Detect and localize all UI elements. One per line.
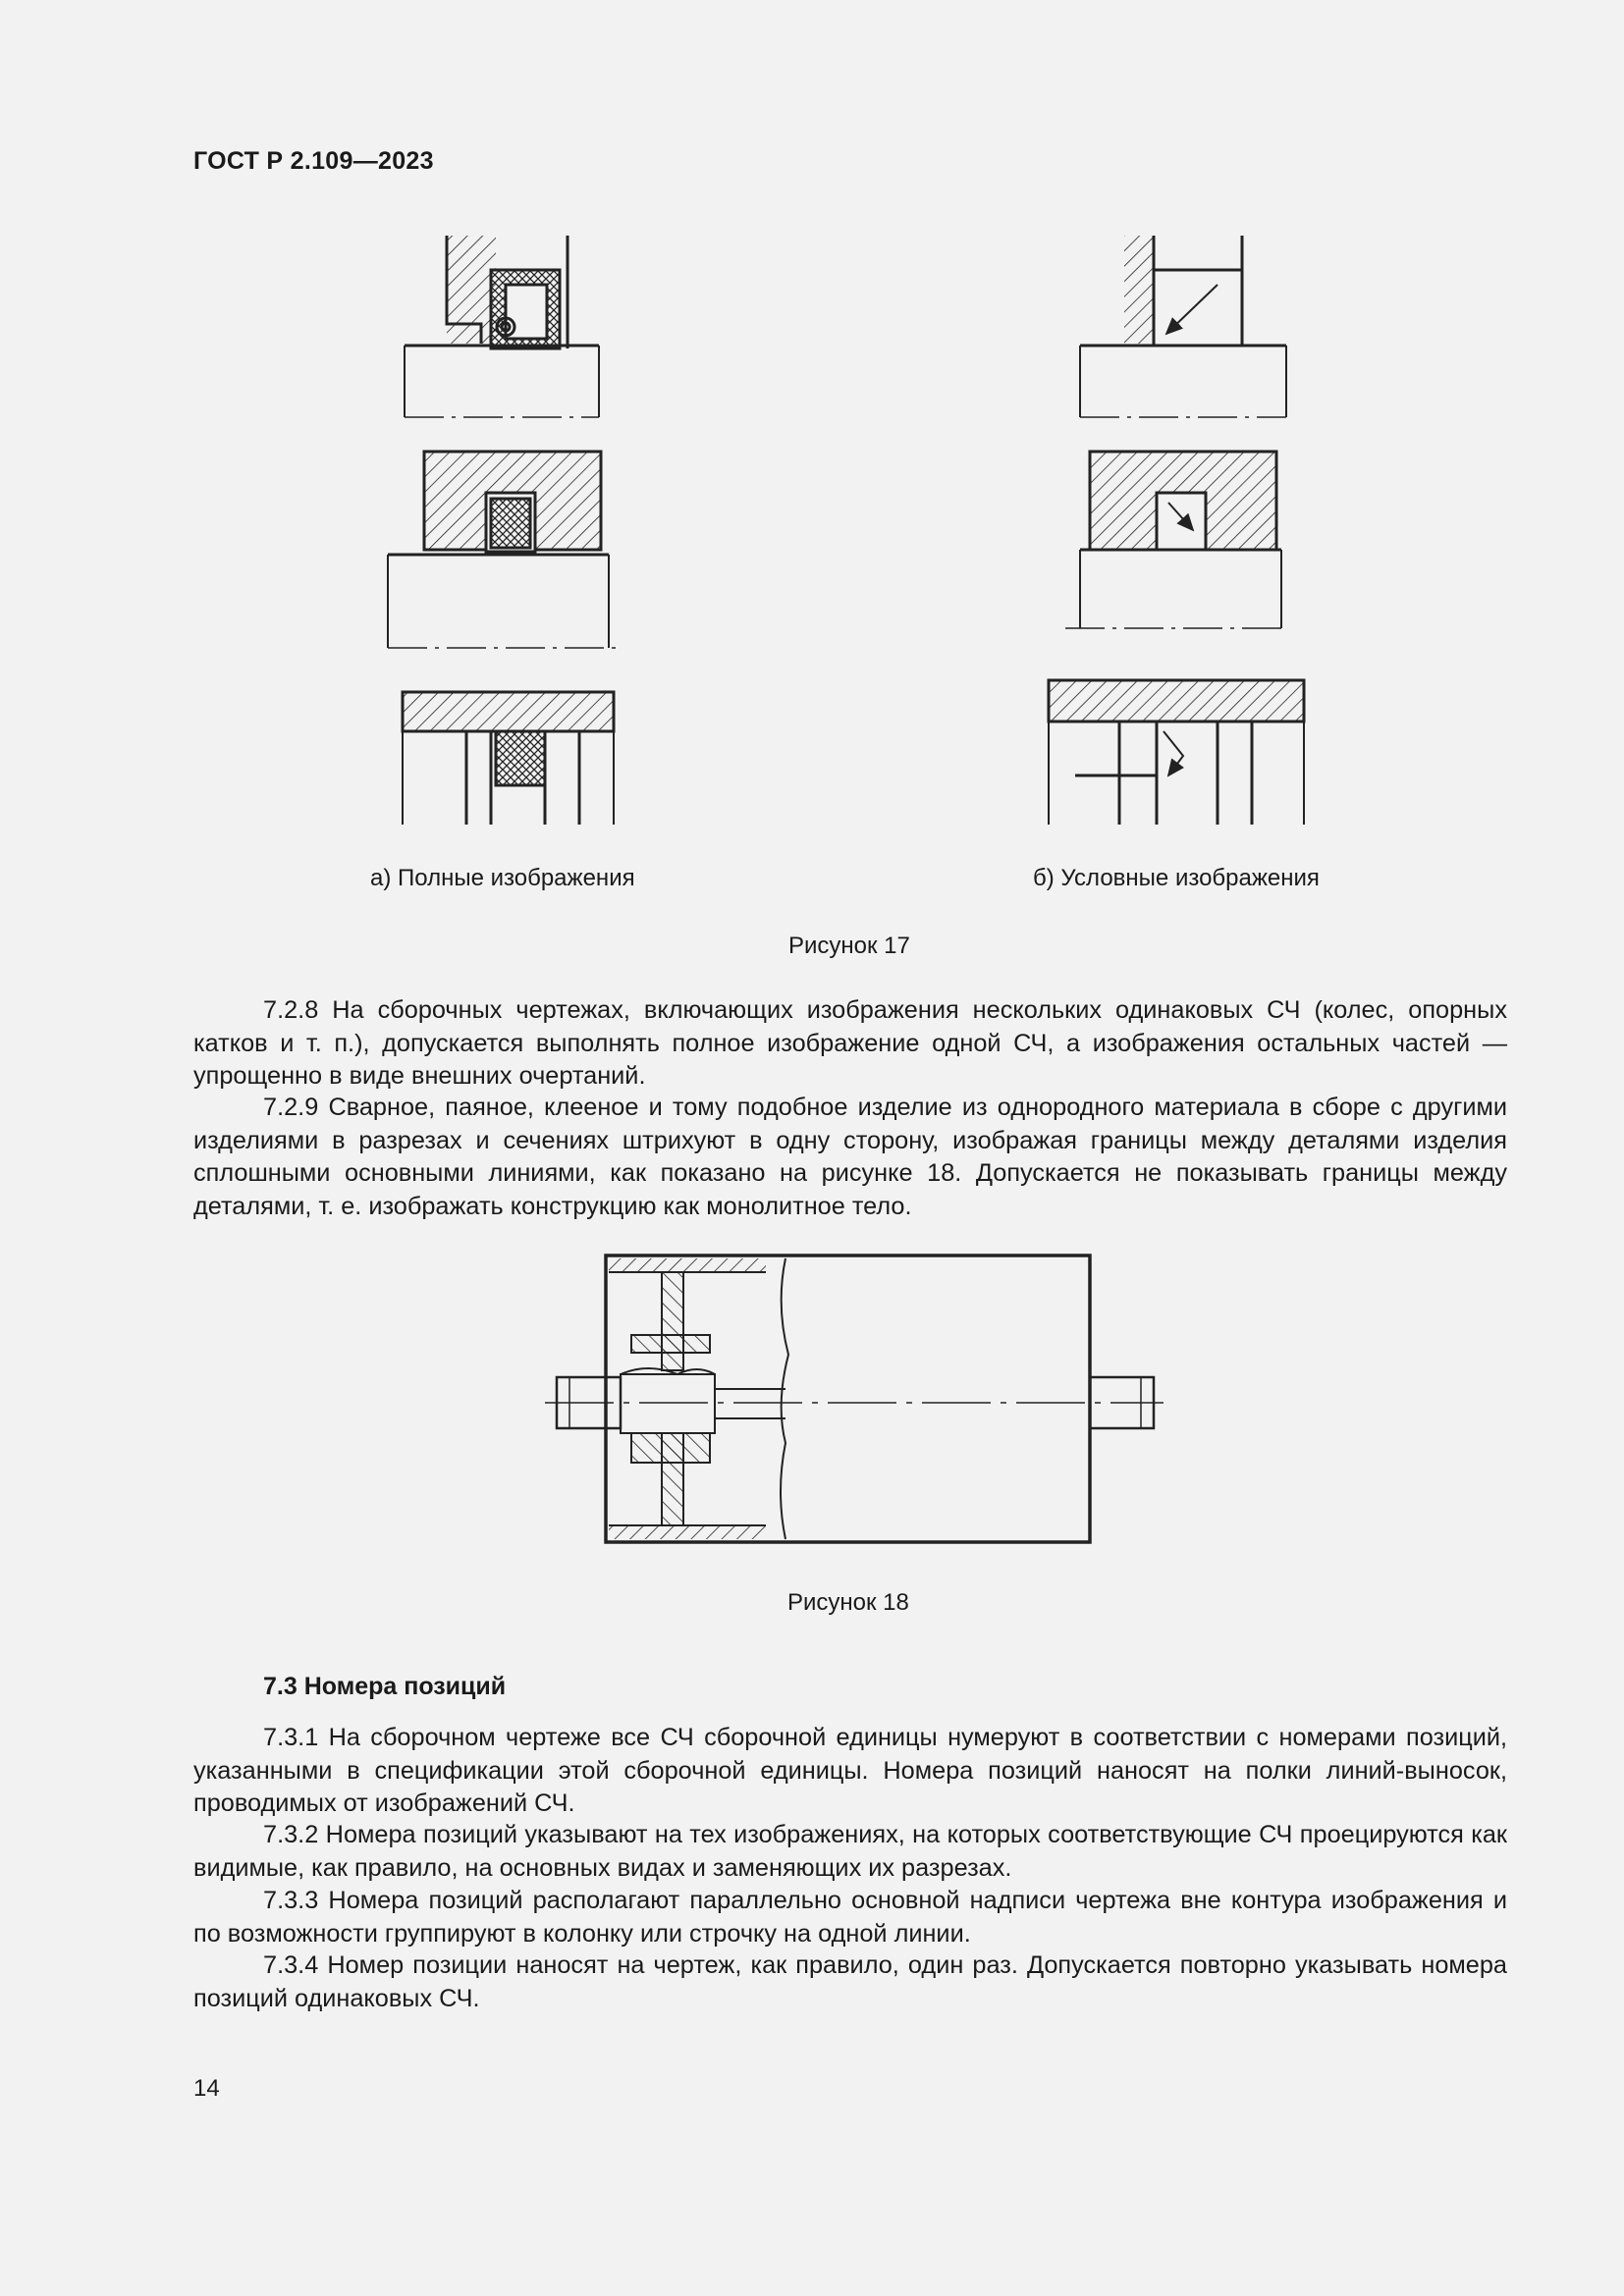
paragraph-7-3-4: 7.3.4 Номер позиции наносят на чертеж, как правило, один раз. Допускается повторно указывать номера позиций одинаковых СЧ. — [193, 1951, 1507, 2012]
section-7-3-heading: 7.3 Номера позиций — [263, 1673, 507, 1700]
paragraph-7-3-1: 7.3.1 На сборочном чертеже все СЧ сборочной единицы нумеруют в соответствии с номерами позиций, указанными в спецификации этой сборочной единицы. Номера позиций наносят на полки линий-выносок, проводимых от изображений СЧ. — [193, 1724, 1507, 1817]
document-header: ГОСТ Р 2.109—2023 — [193, 147, 434, 175]
figure-17-label-a: а) Полные изображения — [370, 865, 635, 891]
figure-17-label-b: б) Условные изображения — [1033, 865, 1320, 891]
paragraph-7-3-2: 7.3.2 Номера позиций указывают на тех изображениях, на которых соответствующие СЧ проецируются как видимые, как правило, на основных видах и заменяющих их разрезах. — [193, 1821, 1507, 1882]
figure-18-caption: Рисунок 18 — [787, 1589, 909, 1616]
paragraph-7-2-8: 7.2.8 На сборочных чертежах, включающих изображения нескольких одинаковых СЧ (колес, опорных катков и т. п.), допускается выполнять полное изображение одной СЧ, а изображения остальных частей — упрощенно в виде внешних очертаний. — [193, 996, 1507, 1090]
figure-17-caption: Рисунок 17 — [788, 933, 910, 959]
paragraph-7-3-3: 7.3.3 Номера позиций располагают параллельно основной надписи чертежа вне контура изображения и по возможности группируют в колонку или строчку на одной линии. — [193, 1887, 1507, 1948]
paragraph-7-2-9: 7.2.9 Сварное, паяное, клееное и тому подобное изделие из однородного материала в сборе с другими изделиями в разрезах и сечениях штрихуют в одну сторону, изображая границы между деталями изделия сплошными основными линиями, как показано на рисунке 18. Допускается не показывать границы между деталями, т. е. изображать конструкцию как монолитное тело. — [193, 1094, 1507, 1220]
page-number: 14 — [193, 2075, 220, 2102]
